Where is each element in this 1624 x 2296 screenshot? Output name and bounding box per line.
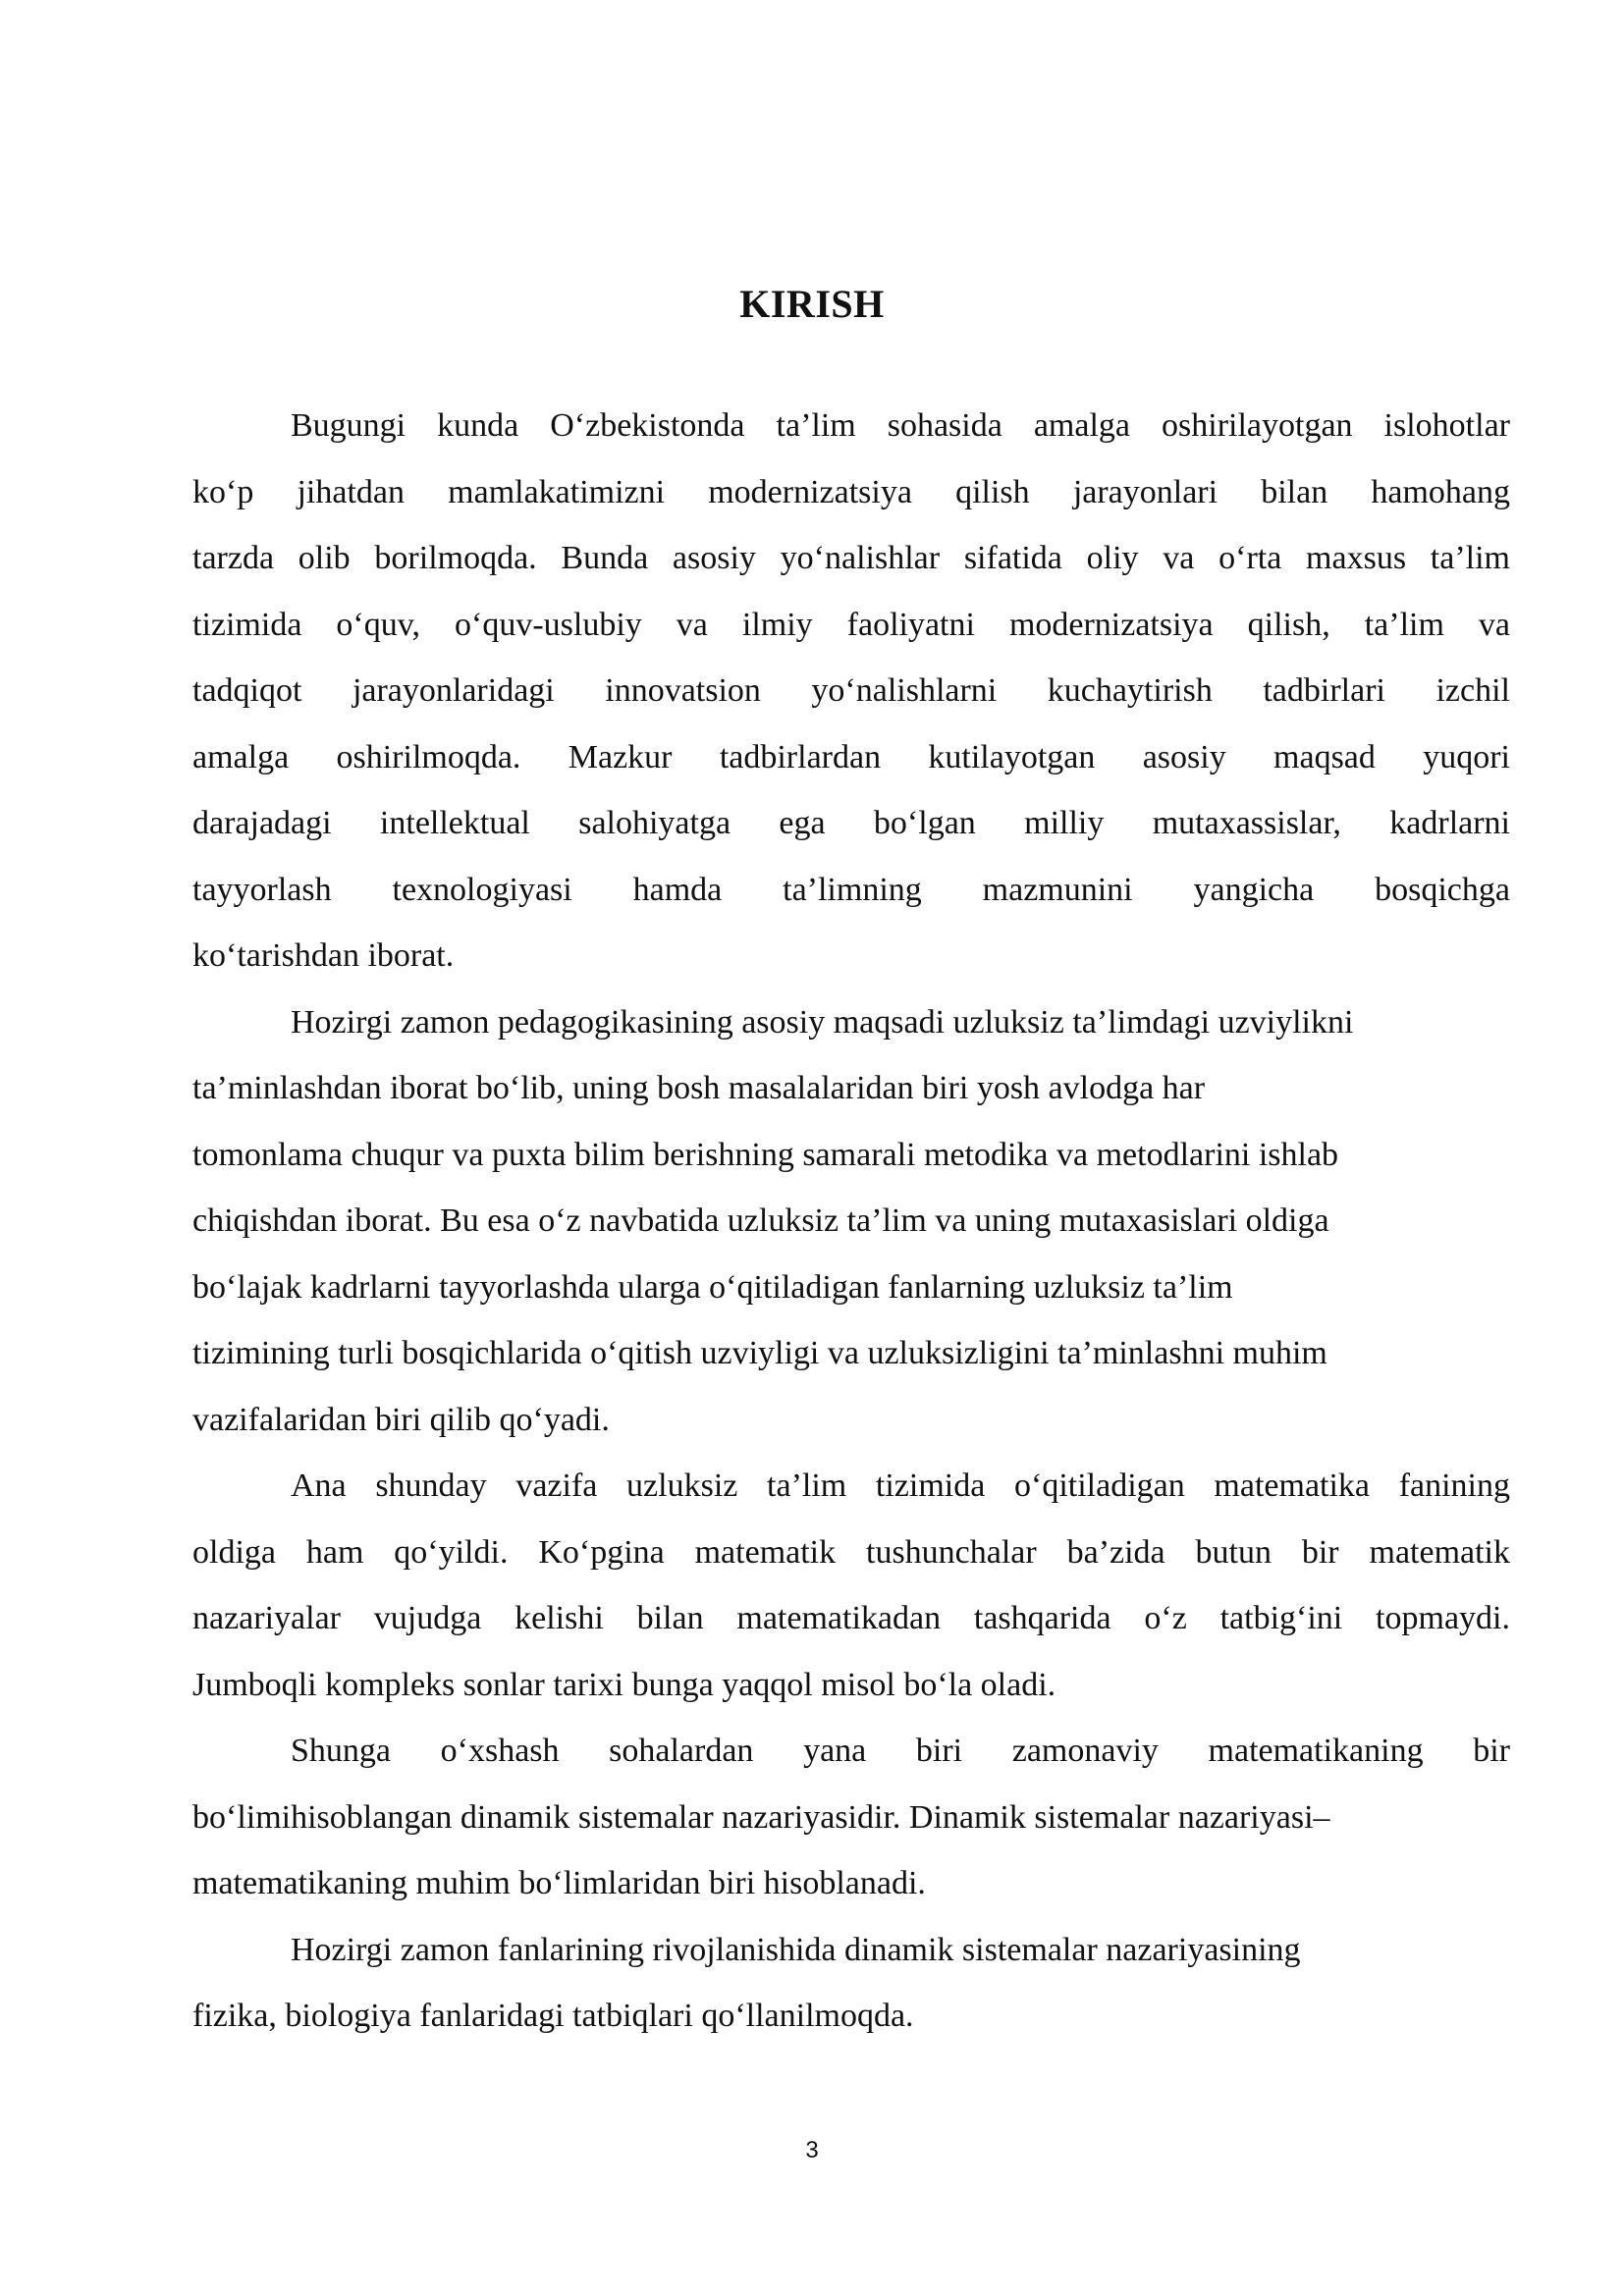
paragraph-5 [192, 1917, 1510, 2050]
text-line: bo‘limihisoblangan dinamik sistemalar nazariyasidir. Dinamik sistemalar nazariyasi– [192, 1798, 1330, 1836]
text-line: tomonlama chuqur va puxta bilim berishning samarali metodika va metodlarini ishlab [192, 1136, 1339, 1173]
text-line: oldiga ham qo‘yildi. Ko‘pgina matematik tushunchalar ba’zida butun bir matematik [192, 1533, 1510, 1571]
text-line: darajadagi intellektual salohiyatga ega bo‘lgan milliy mutaxassislar, kadrlarni [192, 805, 1510, 841]
paragraph-1 [192, 393, 1510, 989]
text-line: Hozirgi zamon pedagogikasining asosiy maqsadi uzluksiz ta’limdagi uzviylikni [291, 1003, 1354, 1041]
text-line: tayyorlash texnologiyasi hamda ta’limning mazmunini yangicha bosqichga [192, 871, 1510, 908]
text-line: bo‘lajak kadrlarni tayyorlashda ularga o‘qitiladigan fanlarning uzluksiz ta’lim [192, 1268, 1233, 1306]
text-line: chiqishdan iborat. Bu esa o‘z navbatida uzluksiz ta’lim va uning mutaxasislari oldiga [192, 1202, 1329, 1239]
text-line: matematikaning muhim bo‘limlaridan biri hisoblanadi. [192, 1865, 926, 1901]
paragraph-4 [192, 1718, 1510, 1917]
text-line: tizimida o‘quv, o‘quv-uslubiy va ilmiy faoliyatni modernizatsiya qilish, ta’lim va [192, 606, 1510, 643]
text-line: ta’minlashdan iborat bo‘lib, uning bosh masalalaridan biri yosh avlodga har [192, 1070, 1206, 1106]
text-line: fizika, biologiya fanlaridagi tatbiqlari qo‘llanilmoqda. [192, 1998, 914, 2034]
text-line: nazariyalar vujudga kelishi bilan matematikadan tashqarida o‘z tatbig‘ini topmaydi. [192, 1600, 1510, 1636]
page-title: KIRISH [739, 282, 885, 326]
text-line: tizimining turli bosqichlarida o‘qitish uzviyligi va uzluksizligini ta’minlashni muhim [192, 1335, 1327, 1371]
text-line: Ana shunday vazifa uzluksiz ta’lim tizimida o‘qitiladigan matematika fanining [291, 1468, 1510, 1504]
text-line: Bugungi kunda O‘zbekistonda ta’lim sohasida amalga oshirilayotgan islohotlar [291, 407, 1510, 444]
text-line: ko‘p jihatdan mamlakatimizni modernizatsiya qilish jarayonlari bilan hamohang [192, 473, 1510, 510]
text-line: Shunga o‘xshash sohalardan yana biri zamonaviy matematikaning bir [291, 1733, 1510, 1769]
paragraph-3 [192, 1453, 1510, 1718]
paragraph-2 [192, 989, 1510, 1454]
page-number: 3 [805, 2137, 819, 2163]
text-line: Jumboqli kompleks sonlar tarixi bunga yaqqol misol bo‘la oladi. [192, 1666, 1056, 1703]
text-line: tadqiqot jarayonlaridagi innovatsion yo‘nalishlarni kuchaytirish tadbirlari izchil [192, 672, 1510, 709]
body-text [192, 393, 1510, 2050]
text-line: ko‘tarishdan iborat. [192, 937, 455, 974]
text-line: vazifalaridan biri qilib qo‘yadi. [192, 1401, 610, 1438]
text-line: tarzda olib borilmoqda. Bunda asosiy yo‘nalishlar sifatida oliy va o‘rta maxsus ta’lim [192, 540, 1510, 576]
text-line: Hozirgi zamon fanlarining rivojlanishida dinamik sistemalar nazariyasining [291, 1931, 1301, 1968]
text-line: amalga oshirilmoqda. Mazkur tadbirlardan kutilayotgan asosiy maqsad yuqori [192, 738, 1510, 775]
